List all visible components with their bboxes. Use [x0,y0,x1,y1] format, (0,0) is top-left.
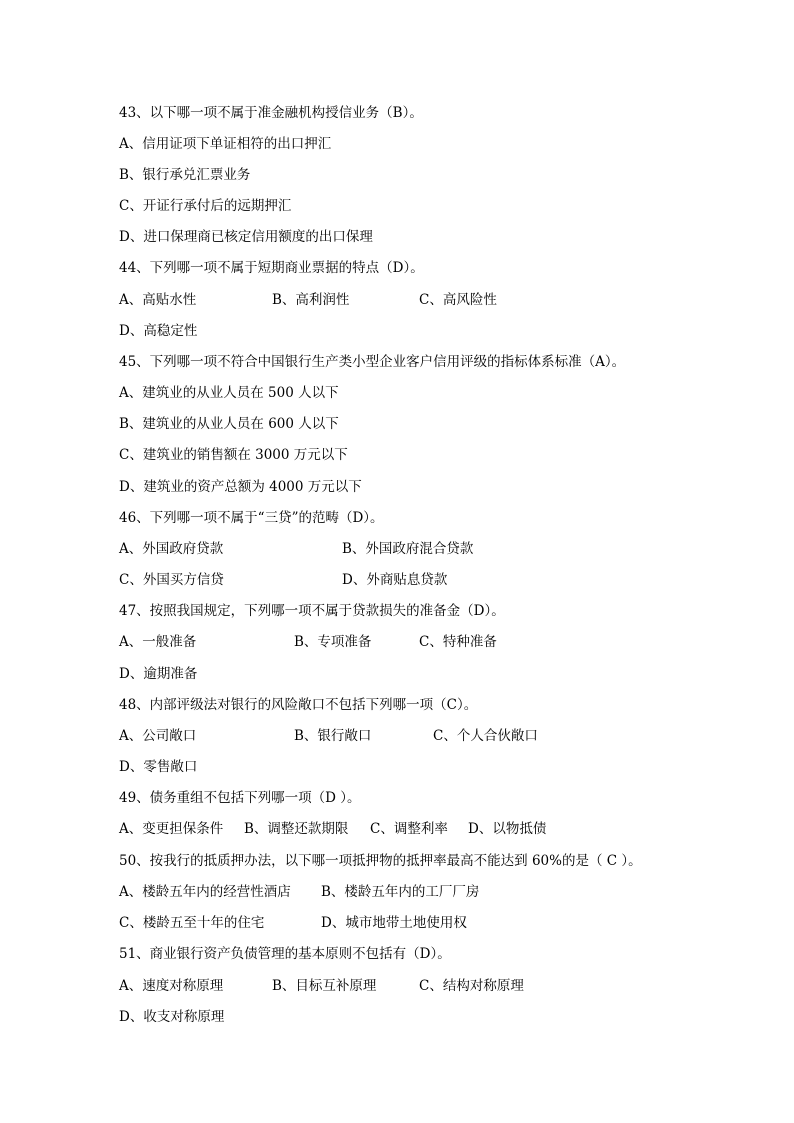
question-48-option-d: D、零售敞口 [119,759,198,775]
question-44-option-c: C、高风险性 [419,292,497,308]
question-45-option-d: D、建筑业的资产总额为 4000 万元以下 [119,479,362,495]
question-48-option-a: A、公司敞口 [119,728,197,744]
question-43-option-b: B、银行承兑汇票业务 [119,167,251,183]
question-47-option-c: C、特种准备 [419,634,497,650]
question-43-stem: 43、以下哪一项不属于准金融机构授信业务（B）。 [119,105,423,121]
question-51-option-b: B、目标互补原理 [272,978,377,994]
question-47-option-d: D、逾期准备 [119,666,198,682]
question-43-option-a: A、信用证项下单证相符的出口押汇 [119,136,332,152]
question-45-option-b: B、建筑业的从业人员在 600 人以下 [119,416,339,432]
question-46-stem: 46、下列哪一项不属于“三贷”的范畴（D）。 [119,510,384,526]
question-49-option-d: D、以物抵债 [468,821,547,837]
question-47-stem: 47、按照我国规定，下列哪一项不属于贷款损失的准备金（D）。 [119,603,505,619]
question-48-option-c: C、个人合伙敞口 [433,728,538,744]
question-46-option-c: C、外国买方信贷 [119,572,224,588]
question-49-option-b: B、调整还款期限 [244,821,349,837]
question-43-option-d: D、进口保理商已核定信用额度的出口保理 [119,229,373,245]
question-48-stem: 48、内部评级法对银行的风险敞口不包括下列哪一项（C）。 [119,697,478,713]
question-45-option-a: A、建筑业的从业人员在 500 人以下 [119,385,339,401]
question-50-option-b: B、楼龄五年内的工厂厂房 [321,884,480,900]
question-46-option-b: B、外国政府混合贷款 [342,541,474,557]
question-51-stem: 51、商业银行资产负债管理的基本原则不包括有（D）。 [119,946,451,962]
question-47-option-a: A、一般准备 [119,634,197,650]
question-51-option-d: D、收支对称原理 [119,1009,225,1025]
question-49-option-c: C、调整利率 [370,821,448,837]
question-50-stem: 50、按我行的抵质押办法，以下哪一项抵押物的抵押率最高不能达到 60%的是（ C ）。 [119,853,642,869]
question-45-option-c: C、建筑业的销售额在 3000 万元以下 [119,447,348,463]
question-47-option-b: B、专项准备 [294,634,372,650]
question-50-option-c: C、楼龄五至十年的住宅 [119,915,265,931]
question-46-option-a: A、外国政府贷款 [119,541,224,557]
question-51-option-c: C、结构对称原理 [419,978,524,994]
question-49-stem: 49、债务重组不包括下列哪一项（D ）。 [119,790,361,806]
question-49-option-a: A、变更担保条件 [119,821,224,837]
question-44-option-b: B、高利润性 [272,292,350,308]
question-45-stem: 45、下列哪一项不符合中国银行生产类小型企业客户信用评级的指标体系标准（A）。 [119,354,626,370]
question-44-option-a: A、高贴水性 [119,292,197,308]
question-50-option-d: D、城市地带土地使用权 [321,915,467,931]
question-51-option-a: A、速度对称原理 [119,978,224,994]
question-50-option-a: A、楼龄五年内的经营性酒店 [119,884,291,900]
question-43-option-c: C、开证行承付后的远期押汇 [119,198,292,214]
question-44-stem: 44、下列哪一项不属于短期商业票据的特点（D）。 [119,260,424,276]
question-48-option-b: B、银行敞口 [294,728,372,744]
question-46-option-d: D、外商贴息贷款 [342,572,448,588]
question-44-option-d: D、高稳定性 [119,323,198,339]
